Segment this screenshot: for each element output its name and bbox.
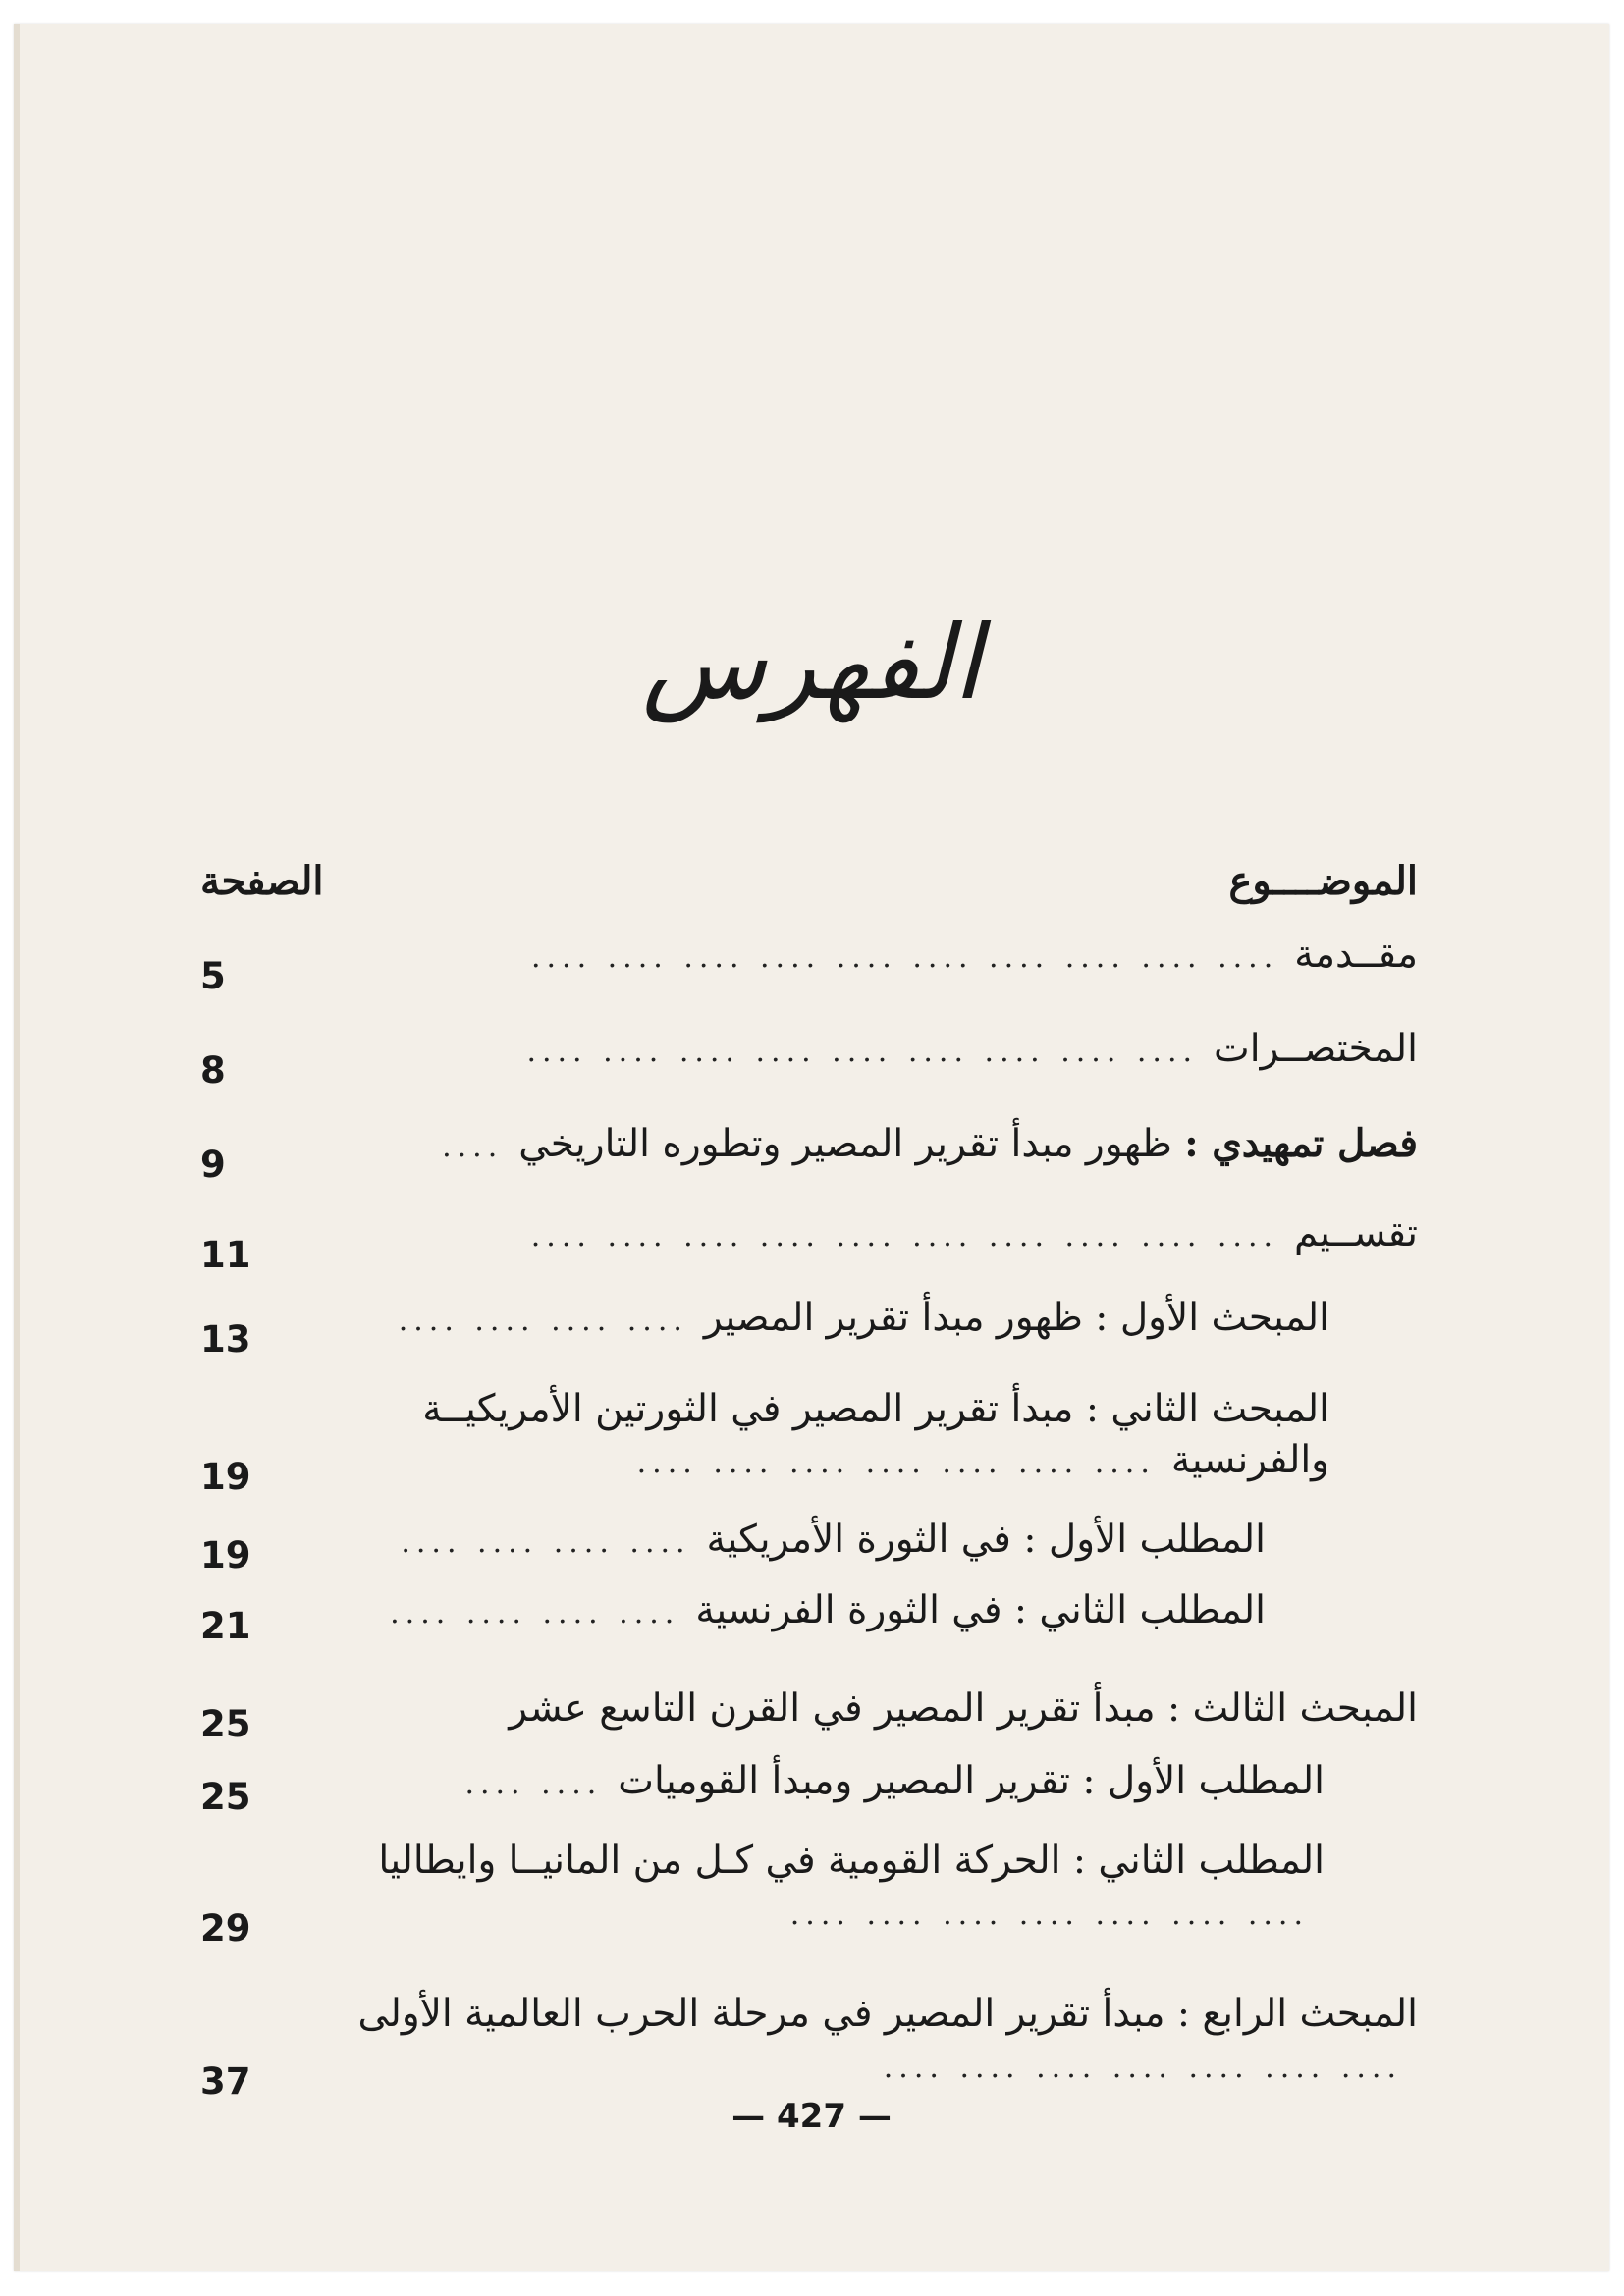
- toc-header: [200, 858, 1418, 927]
- entry-title: المبحث الثاني : مبدأ تقرير المصير في الثورتين الأمريكيــة والفرنسية: [422, 1387, 1329, 1482]
- toc-entry: [200, 1518, 1418, 1576]
- toc-entry: [200, 1027, 1418, 1092]
- toc-entry: [200, 1588, 1418, 1647]
- entry-page-number: 19: [200, 1534, 251, 1576]
- dot-leader: .... .... .... .... .... .... .... .... ....: [526, 1035, 1199, 1069]
- toc-entry: [200, 1211, 1418, 1276]
- entry-page-number: 8: [200, 1049, 226, 1092]
- entry-page-number: 21: [200, 1605, 251, 1647]
- entry-page-number: 11: [200, 1234, 251, 1276]
- dot-leader: .... ....: [464, 1767, 603, 1801]
- entry-title: المطلب الثاني : في الثورة الفرنسية: [695, 1588, 1266, 1632]
- entry-page-number: 29: [200, 1907, 251, 1949]
- toc-entry: [200, 1296, 1418, 1361]
- entry-page-number: 9: [200, 1144, 226, 1186]
- dot-leader: .... .... .... ....: [398, 1304, 688, 1338]
- entry-title: المبحث الأول : ظهور مبدأ تقرير المصير: [703, 1296, 1329, 1340]
- dot-leader: .... .... .... ....: [390, 1596, 680, 1630]
- entry-title: مقــدمة: [1294, 933, 1418, 977]
- dot-leader: .... .... .... .... .... .... .... .... .... ....: [530, 1219, 1279, 1254]
- entry-page-number: 5: [200, 955, 226, 997]
- page-sheet: [14, 24, 1609, 2271]
- dot-leader: .... .... .... ....: [401, 1525, 691, 1560]
- toc-entry: [200, 1686, 1418, 1745]
- toc-entry: [200, 1121, 1418, 1186]
- toc-entry: [200, 1759, 1418, 1818]
- entry-title: المطلب الأول : تقرير المصير ومبدأ القوميات: [618, 1759, 1325, 1803]
- entry-page-number: 13: [200, 1318, 251, 1361]
- entry-title: المطلب الأول : في الثورة الأمريكية: [706, 1518, 1266, 1562]
- entry-title: المبحث الثالث : مبدأ تقرير المصير في القرن التاسع عشر: [509, 1686, 1418, 1731]
- entry-page-number: 25: [200, 1776, 251, 1818]
- page-number-footer: — 427 —: [731, 2097, 892, 2136]
- entry-title: المبحث الرابع : مبدأ تقرير المصير في مرحلة الحرب العالمية الأولى: [357, 1992, 1418, 2036]
- table-of-contents: [200, 858, 1418, 2103]
- dot-leader: .... .... .... .... .... .... .... .... .... ....: [530, 940, 1279, 975]
- entry-page-number: 19: [200, 1456, 251, 1498]
- entry-title: تقســيم: [1294, 1211, 1418, 1255]
- entry-title: المختصــرات: [1214, 1027, 1418, 1071]
- toc-entry: [200, 933, 1418, 997]
- page-edge-shadow: [14, 24, 20, 2271]
- entry-title: المطلب الثاني : الحركة القومية في كـل من المانيــا وايطاليا: [378, 1839, 1325, 1883]
- toc-entry: [200, 1989, 1418, 2103]
- dot-leader: .... .... .... .... .... .... ....: [636, 1446, 1156, 1480]
- subject-column-header: الموضــــوع: [1228, 858, 1418, 904]
- toc-entry: [200, 1836, 1418, 1949]
- entry-page-number: 25: [200, 1703, 251, 1745]
- dot-leader: ....: [442, 1130, 504, 1164]
- page-column-header: الصفحة: [200, 858, 324, 904]
- toc-entry: [200, 1384, 1418, 1498]
- dot-leader: .... .... .... .... .... .... ....: [883, 2051, 1402, 2085]
- page-title: الفهرس: [641, 603, 982, 722]
- dot-leader: .... .... .... .... .... .... ....: [789, 1897, 1309, 1932]
- chapter-label: فصل تمهيدي :: [1184, 1121, 1418, 1166]
- entry-page-number: 37: [200, 2060, 251, 2103]
- entry-title: ظهور مبدأ تقرير المصير وتطوره التاريخي: [518, 1122, 1172, 1166]
